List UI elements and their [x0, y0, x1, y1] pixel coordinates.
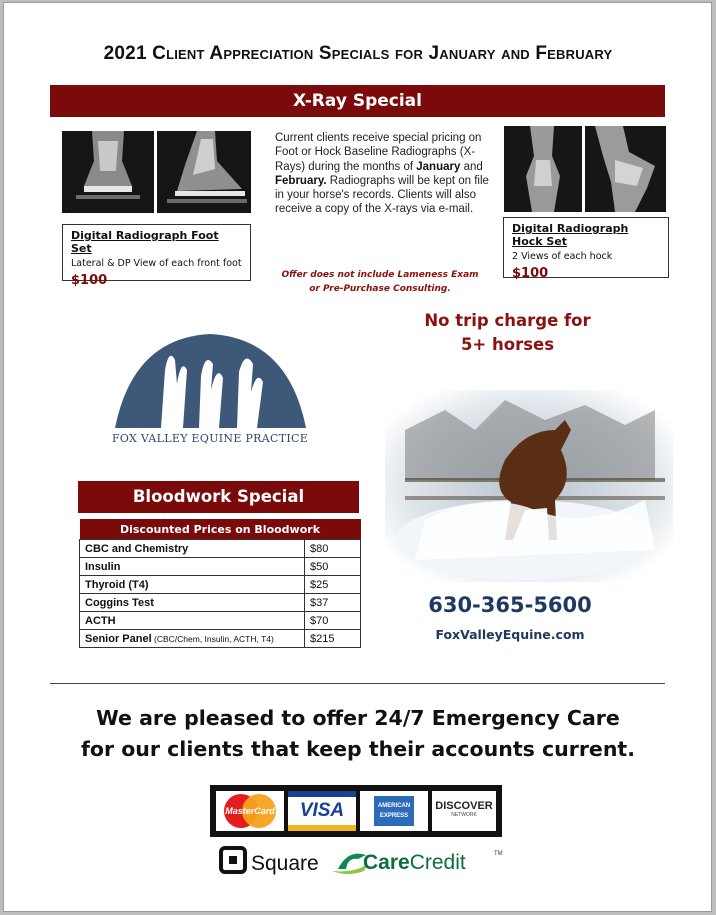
carecredit-logo-text: CareCredit — [363, 851, 466, 874]
xray-body-text-2: Radiographs will be kept on file in your horse's records. Clients will also receive a copy of the X-rays via e-mail. — [275, 174, 489, 216]
no-trip-line-1: No trip charge for — [424, 311, 591, 330]
no-trip-charge-note — [405, 309, 610, 357]
offer-line-2: or Pre-Purchase Consulting. — [309, 284, 451, 294]
foot-set-description: Lateral & DP View of each front foot — [71, 258, 242, 269]
svg-text:TM: TM — [494, 851, 503, 857]
test-name: Senior Panel (CBC/Chem, Insulin, ACTH, T4) — [80, 630, 305, 648]
svg-text:.: . — [66, 205, 68, 210]
xray-banner: X-Ray Special — [50, 85, 665, 117]
test-price: $37 — [305, 594, 361, 612]
hock-set-description: 2 Views of each hock — [512, 251, 613, 262]
foot-xray-image-2 — [157, 131, 251, 213]
test-name: CBC and Chemistry — [80, 540, 305, 558]
page-title: 2021 Client Appreciation Specials for January and February — [103, 43, 613, 64]
emergency-care-notice — [0, 703, 716, 765]
test-price: $80 — [305, 540, 361, 558]
table-row — [80, 594, 361, 612]
divider — [50, 683, 665, 684]
table-row — [80, 630, 361, 648]
horse-in-snow-photo — [385, 390, 673, 582]
website-link[interactable]: FoxValleyEquine.com — [435, 627, 585, 642]
square-logo-text: Square — [251, 852, 319, 875]
xray-body-january: January — [416, 160, 461, 173]
table-row — [80, 558, 361, 576]
bloodwork-banner: Bloodwork Special — [78, 481, 359, 513]
xray-body-text-1: Current clients receive special pricing on Foot or Hock Baseline Radiographs (X-Rays) during the months of — [275, 132, 482, 173]
bloodwork-price-table — [79, 519, 361, 648]
phone-number[interactable]: 630-365-5600 — [428, 593, 592, 617]
foot-set-box — [62, 224, 251, 288]
practice-logo-name: FOX VALLEY EQUINE PRACTICE — [111, 432, 309, 445]
test-name: Thyroid (T4) — [80, 576, 305, 594]
mastercard-logo — [216, 791, 284, 831]
test-price: $50 — [305, 558, 361, 576]
practice-logo — [113, 330, 308, 430]
no-trip-line-2: 5+ horses — [460, 335, 555, 354]
xray-body-february: February. — [275, 174, 327, 187]
hock-xray-image-1 — [504, 126, 582, 212]
test-price: $70 — [305, 612, 361, 630]
emergency-line-2: for our clients that keep their accounts current. — [80, 737, 636, 761]
bloodwork-table-header: Discounted Prices on Bloodwork — [80, 519, 361, 540]
xray-description — [275, 131, 490, 217]
svg-text:MasterCard: MasterCard — [225, 806, 275, 816]
hock-set-box — [503, 217, 669, 281]
table-row — [80, 540, 361, 558]
hock-xray-image-2 — [585, 126, 666, 212]
offer-disclaimer — [270, 268, 490, 296]
payment-services — [218, 843, 508, 879]
table-row — [80, 612, 361, 630]
xray-body-and: and — [460, 160, 483, 173]
accepted-cards — [210, 785, 502, 837]
foot-xray-image-1 — [62, 131, 154, 213]
test-name: Insulin — [80, 558, 305, 576]
hock-set-title: Digital Radiograph Hock Set — [512, 222, 629, 248]
offer-line-1: Offer does not include Lameness Exam — [281, 270, 479, 280]
table-row — [80, 576, 361, 594]
hock-set-price: $100 — [512, 266, 549, 281]
test-name: Coggins Test — [80, 594, 305, 612]
emergency-line-1: We are pleased to offer 24/7 Emergency Care — [96, 706, 620, 730]
senior-panel-note: (CBC/Chem, Insulin, ACTH, T4) — [151, 633, 274, 644]
foot-set-price: $100 — [71, 273, 108, 288]
test-price: $25 — [305, 576, 361, 594]
test-name: ACTH — [80, 612, 305, 630]
foot-set-title: Digital Radiograph Foot Set — [71, 229, 219, 255]
visa-logo: VISA — [288, 791, 356, 831]
discover-logo: DISCOVER NETWORK — [432, 791, 496, 831]
american-express-logo: AMERICAN EXPRESS — [360, 791, 428, 831]
test-price: $215 — [305, 630, 361, 648]
